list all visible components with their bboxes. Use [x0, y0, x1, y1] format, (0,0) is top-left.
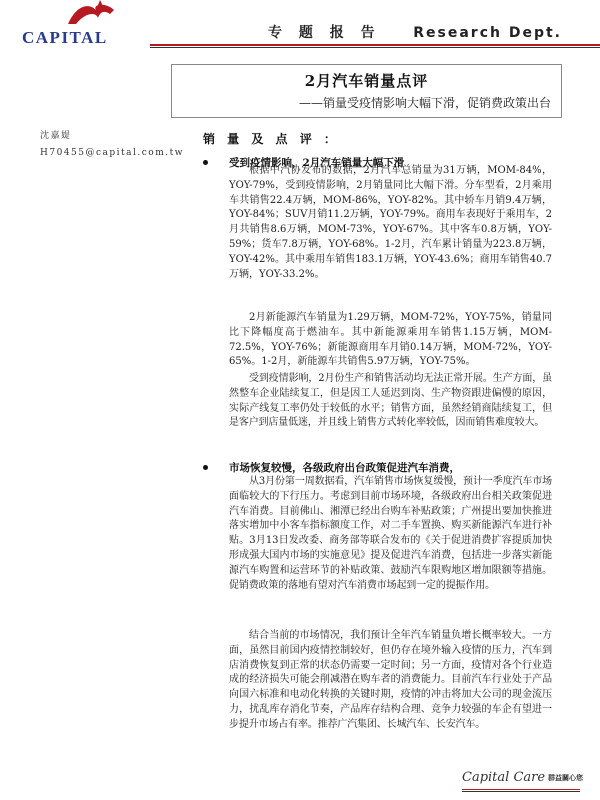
paragraph: 受到疫情影响，2月份生产和销售活动均无法正常开展。生产方面，虽然整车企业陆续复工，但是因工人延迟到岗、生产物资跟进偏慢的原因，实际产线复工率仍处于较低的水平；销售方面，虽然经销商陆续复工，但是客户到店量低迷，并且线上销售方式转化率较低，因而销售难度较大。: [229, 373, 552, 429]
paragraph: 2月新能源汽车销量为1.29万辆，MOM-72%，YOY-75%，销量同比下降幅度高于燃油车。其中新能源乘用车销售1.15万辆，MOM-72.5%，YOY-76%；新能源商用车月销0.14万辆，MOM-72%，YOY-65%。1-2月，新能源车共销售5.97万辆，YOY-75%。: [229, 312, 552, 368]
header-divider: [150, 44, 600, 46]
author-email: H70455@capital.com.tw: [40, 148, 184, 158]
logo-text: CAPITAL: [22, 28, 108, 47]
paragraph: 从3月份第一周数据看，汽车销售市场恢复缓慢，预计一季度汽车市场面临较大的下行压力。考虑到目前市场环境，各级政府出台相关政策促进汽车消费。目前佛山、湘潭已经出台购车补贴政策；广州提出要加快推进落实增加中小客车指标额度工作，对二手车置换、购买新能源汽车进行补贴。3月13日发改委、商务部等联合发布的《关于促进消费扩容提质加快形成强大国内市场的实施意见》提及促进汽车消费，包括进一步落实新能源汽车购置和运营环节的补贴政策、鼓励汽车限购地区增加限额等措施。促销费政策的落地有望对汽车消费市场起到一定的提振作用。: [229, 476, 552, 591]
bullet-icon: [203, 465, 208, 470]
header-divider-thin: [150, 47, 600, 48]
section-heading: 销 量 及 点 评 ：: [203, 132, 340, 146]
report-subtitle: ——销量受疫情影响大幅下滑，促销费政策出台: [298, 96, 551, 110]
bullet-icon: [203, 160, 208, 165]
footer-brand: [462, 770, 583, 785]
footer-brand-text: Capital Care: [462, 770, 546, 785]
report-type-cn: 专 题 报 告: [268, 25, 381, 41]
bullet-heading: 市场恢复较慢，各级政府出台政策促进汽车消费，: [229, 462, 460, 474]
bullet-heading: 受到疫情影响，2月汽车销量大幅下滑: [229, 157, 405, 169]
paragraph: 根据中汽协发布的数据，2月汽车总销量为31万辆，MOM-84%，YOY-79%，受到疫情影响，2月销量同比大幅下滑。分车型看，2月乘用车共销售22.4万辆，MOM-86%，YOY-82%。其中轿车月销9.4万辆，YOY-84%；SUV月销11.2万辆，YOY-79%。商用车表现好于乘用车，2月共销售8.6万辆，MOM-73%，YOY-67%。其中客车0.8万辆，YOY-59%；货车7.8万辆，YOY-68%。1-2月，汽车累计销量为223.8万辆，YOY-42%。其中乘用车销售183.1万辆，YOY-43.6%；商用车销售40.7万辆，YOY-33.2%。: [229, 165, 552, 280]
report-title: 2月汽车销量点评: [304, 72, 429, 90]
company-logo: [22, 0, 152, 48]
research-dept-label: Research Dept.: [413, 25, 562, 41]
title-box: [171, 64, 562, 118]
report-type-header: [268, 22, 562, 42]
capital-bird-logo-icon: [62, 0, 134, 30]
paragraph: 结合当前的市场情况，我们预计全年汽车销量负增长概率较大。一方面，虽然目前国内疫情控制较好，但仍存在境外输入疫情的压力，汽车到店消费恢复到正常的状态仍需要一定时间；另一方面，疫情对各个行业造成的经济损失可能会削减潜在购车者的消费能力。目前汽车行业处于产品向国六标准和电动化转换的关键时期，疫情的冲击将加大公司的现金流压力，扰乱库存消化节奏，产品库存结构合理、竞争力较强的车企有望进一步提升市场占有率。推荐广汽集团、长城汽车、长安汽车。: [229, 630, 552, 730]
footer-divider: [462, 789, 580, 790]
author-name: 沈嘉媞: [40, 131, 72, 141]
footer-divider-thin: [462, 791, 580, 792]
footer-brand-cn: 群益關心您: [548, 773, 584, 782]
